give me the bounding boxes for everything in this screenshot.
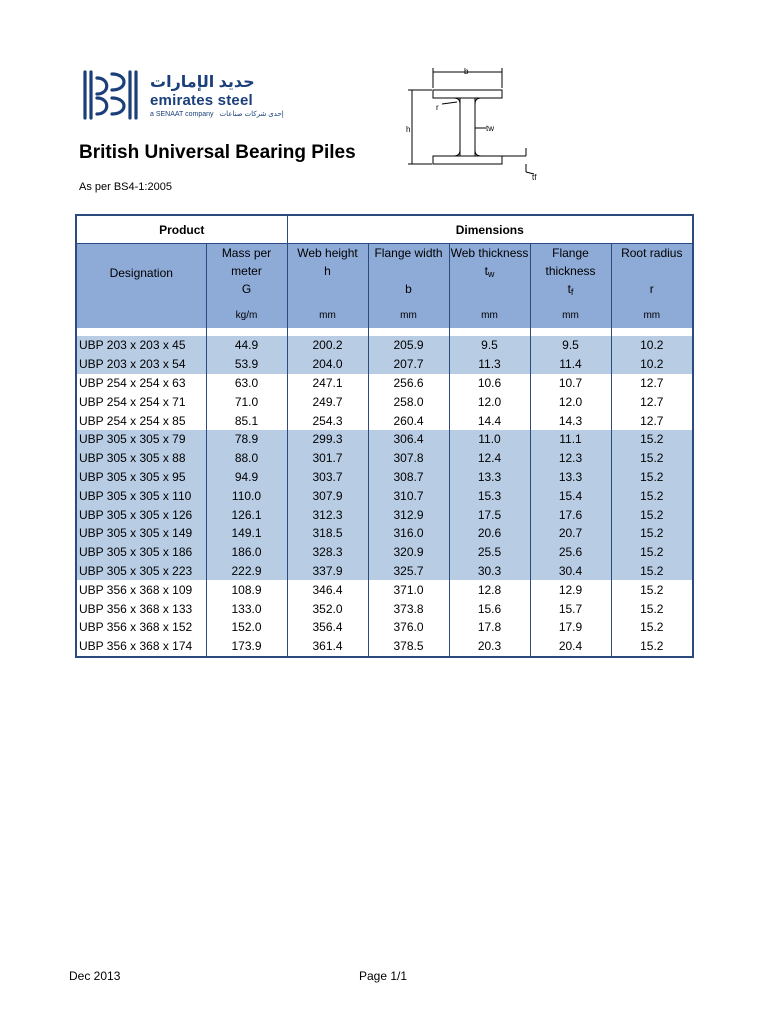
value-cell: 328.3 xyxy=(287,543,368,562)
value-cell: 30.3 xyxy=(449,562,530,581)
table-row xyxy=(76,449,693,468)
ibeam-section-icon xyxy=(402,62,550,184)
header-spacer-row xyxy=(76,328,693,336)
table-body xyxy=(76,336,693,657)
value-cell: 15.3 xyxy=(449,486,530,505)
spacer-cell xyxy=(76,328,206,336)
column-symbol-subscript: f xyxy=(570,287,574,297)
value-cell: 310.7 xyxy=(368,486,449,505)
table-row xyxy=(76,580,693,599)
diagram-label-tw: tw xyxy=(486,124,494,133)
value-cell: 312.3 xyxy=(287,505,368,524)
value-cell: 12.7 xyxy=(611,374,693,393)
value-cell: 12.8 xyxy=(449,580,530,599)
value-cell: 15.2 xyxy=(611,486,693,505)
designation-cell: UBP 254 x 254 x 85 xyxy=(76,411,206,430)
designation-cell: UBP 305 x 305 x 126 xyxy=(76,505,206,524)
column-header-web-thickness xyxy=(449,244,530,303)
spacer-cell xyxy=(530,328,611,336)
column-symbol: G xyxy=(241,282,252,296)
column-name: Flange thickness xyxy=(545,246,596,278)
spacer-cell xyxy=(206,328,287,336)
value-cell: 30.4 xyxy=(530,562,611,581)
value-cell: 200.2 xyxy=(287,336,368,355)
value-cell: 247.1 xyxy=(287,374,368,393)
value-cell: 376.0 xyxy=(368,618,449,637)
footer-date: Dec 2013 xyxy=(69,969,121,983)
value-cell: 9.5 xyxy=(449,336,530,355)
ibeam-section-diagram xyxy=(402,62,550,184)
value-cell: 307.8 xyxy=(368,449,449,468)
value-cell: 10.7 xyxy=(530,374,611,393)
value-cell: 312.9 xyxy=(368,505,449,524)
value-cell: 254.3 xyxy=(287,411,368,430)
value-cell: 337.9 xyxy=(287,562,368,581)
value-cell: 85.1 xyxy=(206,411,287,430)
designation-cell: UBP 203 x 203 x 54 xyxy=(76,355,206,374)
value-cell: 20.7 xyxy=(530,524,611,543)
page-title: British Universal Bearing Piles xyxy=(79,142,356,163)
value-cell: 25.5 xyxy=(449,543,530,562)
unit-web-height: mm xyxy=(287,302,368,328)
product-group-header: Product xyxy=(76,215,287,244)
spacer-cell xyxy=(449,328,530,336)
value-cell: 13.3 xyxy=(449,468,530,487)
brand-sub-english: a SENAAT company xyxy=(150,111,214,118)
value-cell: 13.3 xyxy=(530,468,611,487)
value-cell: 15.6 xyxy=(449,599,530,618)
dimensions-group-header: Dimensions xyxy=(287,215,693,244)
value-cell: 356.4 xyxy=(287,618,368,637)
value-cell: 204.0 xyxy=(287,355,368,374)
value-cell: 12.4 xyxy=(449,449,530,468)
column-name: Web height xyxy=(297,246,358,260)
value-cell: 20.6 xyxy=(449,524,530,543)
spacer-cell xyxy=(287,328,368,336)
spacer-cell xyxy=(611,328,693,336)
value-cell: 15.2 xyxy=(611,543,693,562)
value-cell: 306.4 xyxy=(368,430,449,449)
value-cell: 307.9 xyxy=(287,486,368,505)
value-cell: 12.0 xyxy=(449,392,530,411)
value-cell: 20.4 xyxy=(530,637,611,657)
value-cell: 17.9 xyxy=(530,618,611,637)
column-symbol-subscript: w xyxy=(487,269,495,279)
value-cell: 256.6 xyxy=(368,374,449,393)
designation-cell: UBP 356 x 368 x 152 xyxy=(76,618,206,637)
column-header-mass xyxy=(206,244,287,303)
group-header-row xyxy=(76,215,693,244)
value-cell: 12.9 xyxy=(530,580,611,599)
designation-cell: UBP 305 x 305 x 110 xyxy=(76,486,206,505)
value-cell: 108.9 xyxy=(206,580,287,599)
designation-cell: UBP 356 x 368 x 109 xyxy=(76,580,206,599)
value-cell: 371.0 xyxy=(368,580,449,599)
unit-root-radius: mm xyxy=(611,302,693,328)
value-cell: 44.9 xyxy=(206,336,287,355)
value-cell: 301.7 xyxy=(287,449,368,468)
table-row xyxy=(76,411,693,430)
value-cell: 12.0 xyxy=(530,392,611,411)
value-cell: 173.9 xyxy=(206,637,287,657)
table-row xyxy=(76,505,693,524)
value-cell: 12.7 xyxy=(611,411,693,430)
value-cell: 15.2 xyxy=(611,618,693,637)
value-cell: 15.2 xyxy=(611,599,693,618)
designation-cell: UBP 254 x 254 x 63 xyxy=(76,374,206,393)
value-cell: 11.4 xyxy=(530,355,611,374)
table-row xyxy=(76,599,693,618)
table-row xyxy=(76,524,693,543)
value-cell: 17.5 xyxy=(449,505,530,524)
value-cell: 88.0 xyxy=(206,449,287,468)
value-cell: 11.0 xyxy=(449,430,530,449)
value-cell: 15.2 xyxy=(611,505,693,524)
column-header-root-radius xyxy=(611,244,693,303)
column-symbol: t xyxy=(567,282,571,296)
value-cell: 14.3 xyxy=(530,411,611,430)
value-cell: 378.5 xyxy=(368,637,449,657)
value-cell: 71.0 xyxy=(206,392,287,411)
value-cell: 318.5 xyxy=(287,524,368,543)
value-cell: 14.4 xyxy=(449,411,530,430)
table-row xyxy=(76,543,693,562)
table-row xyxy=(76,374,693,393)
table-row xyxy=(76,486,693,505)
unit-web-thickness: mm xyxy=(449,302,530,328)
value-cell: 15.2 xyxy=(611,637,693,657)
value-cell: 352.0 xyxy=(287,599,368,618)
diagram-label-r: r xyxy=(436,103,439,112)
designation-cell: UBP 305 x 305 x 149 xyxy=(76,524,206,543)
value-cell: 15.2 xyxy=(611,468,693,487)
value-cell: 249.7 xyxy=(287,392,368,411)
designation-cell: UBP 305 x 305 x 79 xyxy=(76,430,206,449)
column-name: Mass per meter xyxy=(221,246,272,278)
brand-english-name: emirates steel xyxy=(150,92,253,109)
value-cell: 10.2 xyxy=(611,355,693,374)
value-cell: 15.2 xyxy=(611,524,693,543)
value-cell: 25.6 xyxy=(530,543,611,562)
value-cell: 11.3 xyxy=(449,355,530,374)
value-cell: 10.2 xyxy=(611,336,693,355)
unit-designation xyxy=(76,302,206,328)
column-name: Web thickness xyxy=(450,246,529,260)
value-cell: 78.9 xyxy=(206,430,287,449)
unit-flange-width: mm xyxy=(368,302,449,328)
value-cell: 17.8 xyxy=(449,618,530,637)
designation-cell: UBP 356 x 368 x 133 xyxy=(76,599,206,618)
value-cell: 94.9 xyxy=(206,468,287,487)
designation-cell: UBP 203 x 203 x 45 xyxy=(76,336,206,355)
column-symbol: b xyxy=(405,282,412,296)
value-cell: 260.4 xyxy=(368,411,449,430)
column-header-web-height xyxy=(287,244,368,303)
value-cell: 15.2 xyxy=(611,430,693,449)
column-name: Flange width xyxy=(374,246,443,260)
table-row xyxy=(76,392,693,411)
value-cell: 222.9 xyxy=(206,562,287,581)
units-row xyxy=(76,302,693,328)
standard-reference: As per BS4-1:2005 xyxy=(79,181,172,193)
diagram-label-b: b xyxy=(464,67,469,76)
value-cell: 63.0 xyxy=(206,374,287,393)
column-header-flange-thickness xyxy=(530,244,611,303)
value-cell: 308.7 xyxy=(368,468,449,487)
spacer-cell xyxy=(368,328,449,336)
table-row xyxy=(76,637,693,657)
value-cell: 12.3 xyxy=(530,449,611,468)
table-row xyxy=(76,336,693,355)
value-cell: 15.7 xyxy=(530,599,611,618)
value-cell: 361.4 xyxy=(287,637,368,657)
column-name: Designation xyxy=(109,266,173,280)
table-row xyxy=(76,618,693,637)
value-cell: 373.8 xyxy=(368,599,449,618)
value-cell: 15.2 xyxy=(611,449,693,468)
column-symbol: h xyxy=(324,264,331,278)
column-header-row xyxy=(76,244,693,303)
value-cell: 258.0 xyxy=(368,392,449,411)
value-cell: 110.0 xyxy=(206,486,287,505)
designation-cell: UBP 305 x 305 x 223 xyxy=(76,562,206,581)
table-row xyxy=(76,562,693,581)
value-cell: 11.1 xyxy=(530,430,611,449)
diagram-label-tf: tf xyxy=(532,173,537,182)
table-row xyxy=(76,430,693,449)
designation-cell: UBP 305 x 305 x 186 xyxy=(76,543,206,562)
column-header-flange-width xyxy=(368,244,449,303)
designation-cell: UBP 305 x 305 x 95 xyxy=(76,468,206,487)
table-row xyxy=(76,468,693,487)
value-cell: 12.7 xyxy=(611,392,693,411)
diagram-label-h: h xyxy=(406,125,411,134)
designation-cell: UBP 254 x 254 x 71 xyxy=(76,392,206,411)
value-cell: 320.9 xyxy=(368,543,449,562)
value-cell: 152.0 xyxy=(206,618,287,637)
table-row xyxy=(76,355,693,374)
value-cell: 299.3 xyxy=(287,430,368,449)
brand-sub-arabic: إحدى شركات صناعات xyxy=(219,111,284,118)
column-symbol: t xyxy=(484,264,488,278)
value-cell: 10.6 xyxy=(449,374,530,393)
emirates-steel-mark-icon xyxy=(82,68,144,124)
value-cell: 207.7 xyxy=(368,355,449,374)
designation-cell: UBP 356 x 368 x 174 xyxy=(76,637,206,657)
footer-page-number: Page 1/1 xyxy=(359,969,408,983)
bearing-piles-table xyxy=(75,214,694,658)
value-cell: 9.5 xyxy=(530,336,611,355)
column-name: Root radius xyxy=(621,246,683,260)
value-cell: 149.1 xyxy=(206,524,287,543)
brand-subtitle xyxy=(150,110,284,118)
column-header-designation xyxy=(76,244,206,303)
value-cell: 15.4 xyxy=(530,486,611,505)
value-cell: 126.1 xyxy=(206,505,287,524)
value-cell: 325.7 xyxy=(368,562,449,581)
unit-mass: kg/m xyxy=(206,302,287,328)
value-cell: 205.9 xyxy=(368,336,449,355)
value-cell: 17.6 xyxy=(530,505,611,524)
value-cell: 346.4 xyxy=(287,580,368,599)
value-cell: 15.2 xyxy=(611,562,693,581)
brand-arabic-name: حديد الإمارات xyxy=(150,74,255,91)
value-cell: 186.0 xyxy=(206,543,287,562)
value-cell: 20.3 xyxy=(449,637,530,657)
value-cell: 15.2 xyxy=(611,580,693,599)
designation-cell: UBP 305 x 305 x 88 xyxy=(76,449,206,468)
value-cell: 53.9 xyxy=(206,355,287,374)
unit-flange-thickness: mm xyxy=(530,302,611,328)
value-cell: 133.0 xyxy=(206,599,287,618)
value-cell: 303.7 xyxy=(287,468,368,487)
column-symbol: r xyxy=(649,282,654,296)
value-cell: 316.0 xyxy=(368,524,449,543)
